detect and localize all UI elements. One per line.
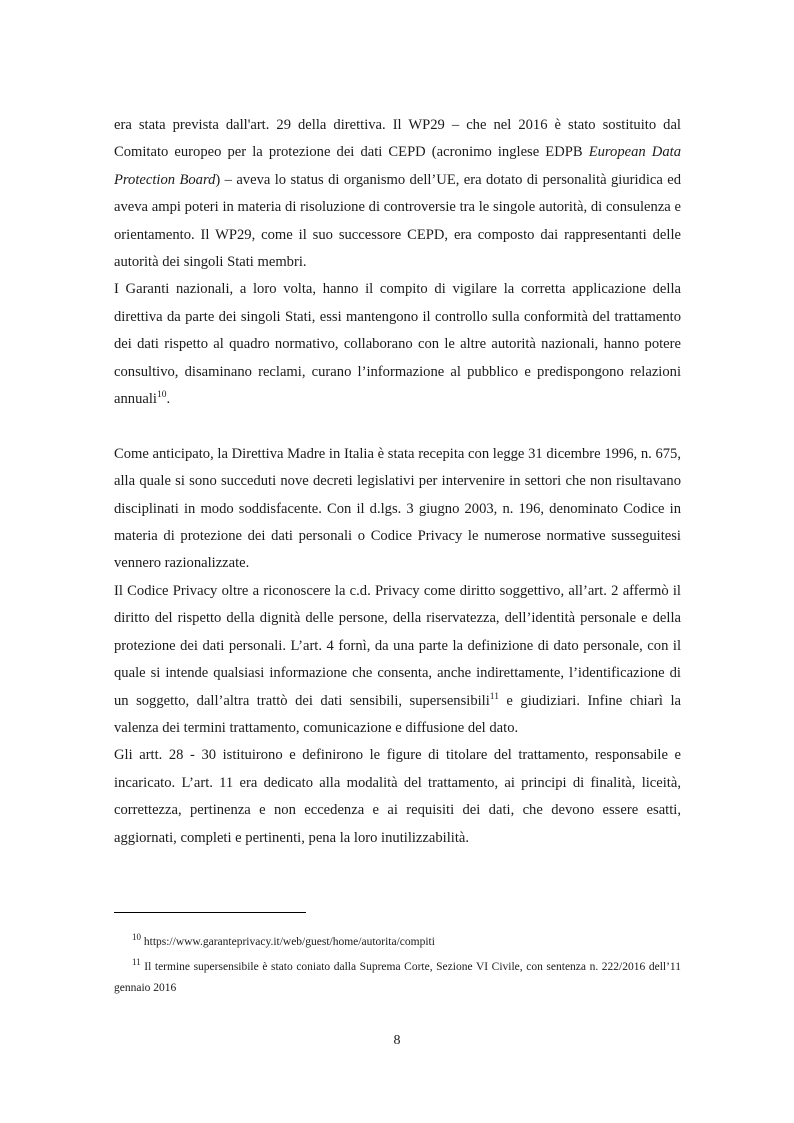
paragraph — [114, 112, 681, 276]
paragraph — [114, 578, 681, 742]
footnote-number: 10 — [132, 932, 141, 943]
footnote-separator — [114, 912, 306, 913]
paragraph-gap — [114, 413, 681, 440]
text-run: Come anticipato, la Direttiva Madre in Italia è stata recepita con legge 31 dicembre 1996, n. 675, alla quale si sono succeduti nove decreti legislativi per intervenire in settori che non risultavano disciplinati in modo soddisfacente. Con il d.lgs. 3 giugno 2003, n. 196, denominato Codice in materia di protezione dei dati personali o Codice Privacy le numerose normative susseguitesi vennero razionalizzate. — [114, 445, 681, 572]
text-run: Il Codice Privacy oltre a riconoscere la c.d. Privacy come diritto soggettivo, all’art. 2 affermò il diritto del rispetto della dignità delle persone, della riservatezza, dell’identità personale e della protezione dei dati personali. L’art. 4 fornì, da una parte la definizione di dato personale, con il quale si intende qualsiasi informazione che consenta, anche indirettamente, l’identificazione di un soggetto, dall’altra trattò dei dati sensibili, supersensibili — [114, 582, 681, 709]
paragraph — [114, 276, 681, 413]
footnotes — [114, 932, 681, 1003]
italic-text: European Data Protection Board — [114, 144, 681, 188]
footnote-text: https://www.garanteprivacy.it/web/guest/home/autorita/compiti — [141, 936, 435, 948]
paragraph — [114, 742, 681, 852]
footnote-text: Il termine supersensibile è stato coniato dalla Suprema Corte, Sezione VI Civile, con sentenza n. 222/2016 dell’11 gennaio 2016 — [114, 961, 681, 994]
paragraph — [114, 441, 681, 578]
body-text — [114, 112, 681, 852]
footnote-ref: 11 — [489, 691, 499, 702]
text-run: ) – aveva lo status di organismo dell’UE, era dotato di personalità giuridica ed aveva ampi poteri in materia di risoluzione di controversie tra le singole autorità, di consulenza e orientamento. Il WP29, come il suo successore CEPD, era composto dai rappresentanti delle autorità dei singoli Stati membri. — [114, 171, 681, 271]
text-run: Gli artt. 28 - 30 istituirono e definirono le figure di titolare del trattamento, responsabile e incaricato. L’art. 11 era dedicato alla modalità del trattamento, ai principi di finalità, liceità, correttezza, pertinenza e non eccedenza e ai requisiti dei dati, che devono essere esatti, aggiornati, completi e pertinenti, pena la loro inutilizzabilità. — [114, 747, 681, 846]
footnote-number: 11 — [132, 957, 141, 968]
page-number: 8 — [393, 1033, 401, 1048]
text-run: . — [166, 391, 171, 408]
footnote — [114, 957, 681, 999]
footnote-ref: 10 — [156, 390, 167, 401]
text-run: I Garanti nazionali, a loro volta, hanno il compito di vigilare la corretta applicazione della direttiva da parte dei singoli Stati, essi mantengono il controllo sulla conformità del trattamento dei dati rispetto al quadro normativo, collaborano con le altre autorità nazionali, hanno potere consultivo, disaminano reclami, curano l’informazione al pubblico e predispongono relazioni annuali — [114, 281, 681, 408]
footnote — [114, 932, 681, 953]
text-run: e giudiziari. Infine chiarì la valenza dei termini trattamento, comunicazione e diffusione del dato. — [114, 692, 682, 736]
text-run: era stata prevista dall'art. 29 della direttiva. Il WP29 – che nel 2016 è stato sostituito dal Comitato europeo per la protezione dei dati CEPD (acronimo inglese EDPB — [114, 117, 681, 161]
